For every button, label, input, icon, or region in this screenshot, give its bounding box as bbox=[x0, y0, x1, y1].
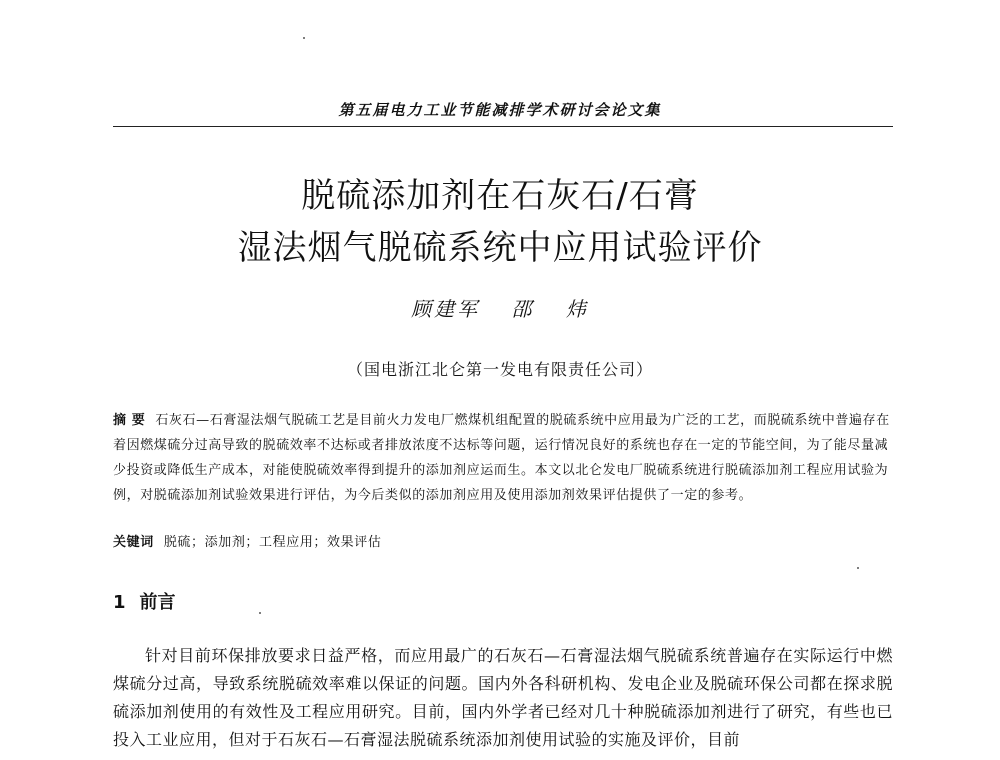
section-title: 前言 bbox=[139, 592, 176, 613]
affiliation: （国电浙江北仑第一发电有限责任公司） bbox=[346, 360, 653, 379]
keywords-label: 关键词 bbox=[113, 535, 154, 550]
section-number: 1 bbox=[113, 592, 126, 613]
abstract-text: 石灰石—石膏湿法烟气脱硫工艺是目前火力发电厂燃煤机组配置的脱硫系统中应用最为广泛的工艺，而脱硫系统中普遍存在着因燃煤硫分过高导致的脱硫效率不达标或者排放浓度不达标等问题，运行情况良好的系统也存在一定的节能空间，为了能尽量减少投资或降低生产成本，对能使脱硫效率得到提升的添加剂应运而生。本文以北仑发电厂脱硫系统进行脱硫添加剂工程应用试验为例，对脱硫添加剂试验效果进行评估，为今后类似的添加剂应用及使用添加剂效果评估提供了一定的参考。 bbox=[113, 413, 890, 503]
keywords bbox=[113, 532, 893, 554]
scan-speck bbox=[857, 567, 859, 569]
body-paragraph: 针对目前环保排放要求日益严格，而应用最广的石灰石—石膏湿法烟气脱硫系统普遍存在实际运行中燃煤硫分过高，导致系统脱硫效率难以保证的问题。国内外各科研机构、发电企业及脱硫环保公司都在探求脱硫添加剂使用的有效性及工程应用研究。目前，国内外学者已经对几十种脱硫添加剂进行了研究，有些也已投入工业应用，但对于石灰石—石膏湿法脱硫系统添加剂使用试验的实施及评价，目前 bbox=[113, 646, 893, 749]
title-line-1: 脱硫添加剂在石灰石/石膏 bbox=[301, 176, 699, 216]
authors: 顾建军 邵 炜 bbox=[411, 297, 589, 321]
section-heading bbox=[113, 588, 176, 614]
title-line-2: 湿法烟气脱硫系统中应用试验评价 bbox=[237, 228, 763, 268]
abstract bbox=[113, 408, 893, 508]
paper-title bbox=[0, 170, 1000, 274]
scan-speck bbox=[259, 612, 261, 614]
scan-speck bbox=[303, 37, 305, 39]
header-rule bbox=[113, 126, 893, 127]
abstract-label: 摘 要 bbox=[113, 413, 146, 428]
running-header: 第五届电力工业节能减排学术研讨会论文集 bbox=[338, 101, 662, 119]
keywords-text: 脱硫；添加剂；工程应用；效果评估 bbox=[163, 535, 382, 550]
